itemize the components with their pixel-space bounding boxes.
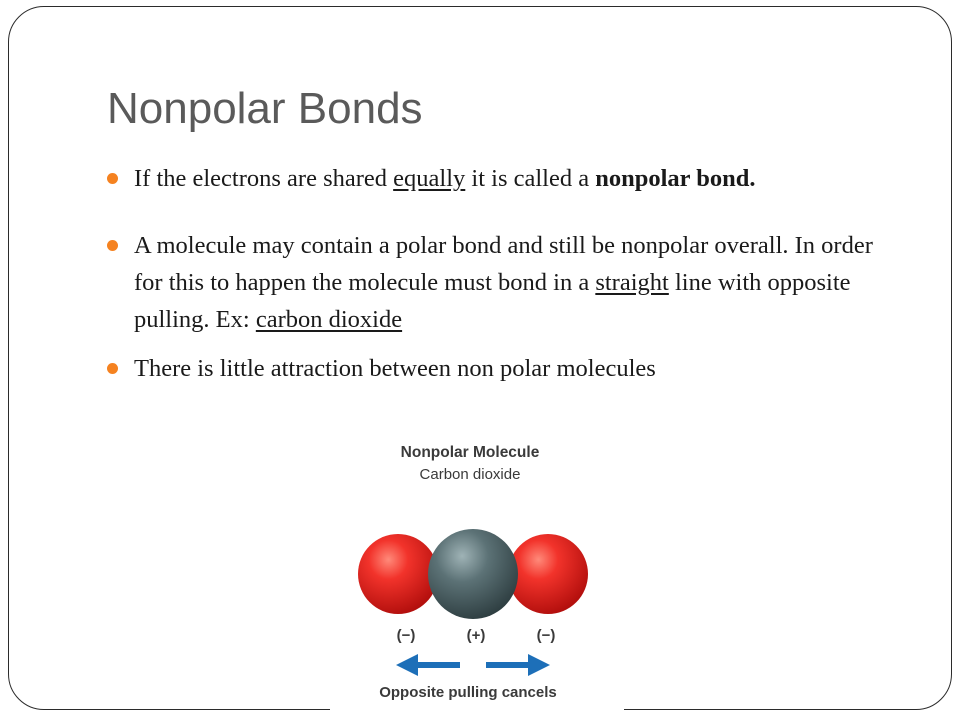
bullet-dot-icon [107,363,118,374]
oxygen-atom-right [508,534,588,614]
bullet-item [134,350,894,387]
co2-figure [330,436,624,720]
arrow-left-icon [396,654,460,676]
underlined-text: straight [595,269,669,296]
arrow-right-icon [486,654,550,676]
bullet-dot-icon [107,240,118,251]
bullet-item [134,160,894,197]
underlined-text: equally [393,165,466,192]
bold-term: nonpolar bond. [595,165,756,192]
bullet-dot-icon [107,173,118,184]
bullet-text: it is called a [465,165,596,192]
bullet-text: There is little attraction between non polar molecules [134,355,656,382]
figure-caption: Opposite pulling cancels [379,684,557,701]
molecule-diagram [330,436,624,720]
figure-subtitle: Carbon dioxide [419,466,521,483]
charge-right: (−) [536,627,556,644]
bullet-list [134,160,894,387]
bullet-item [134,227,894,338]
charge-left: (−) [396,627,416,644]
oxygen-atom-left [358,534,438,614]
bullet-text: line with opposite pulling. Ex: [134,269,851,333]
carbon-atom [428,529,518,619]
figure-title: Nonpolar Molecule [400,444,540,461]
slide-title: Nonpolar Bonds [107,84,423,133]
underlined-text: carbon dioxide [255,306,403,333]
charge-center: (+) [466,627,486,644]
bullet-text: A molecule may contain a polar bond and still be nonpolar overall. In order for this to happen the molecule must bond in a [134,232,873,296]
bullet-text: If the electrons are shared [134,165,394,192]
